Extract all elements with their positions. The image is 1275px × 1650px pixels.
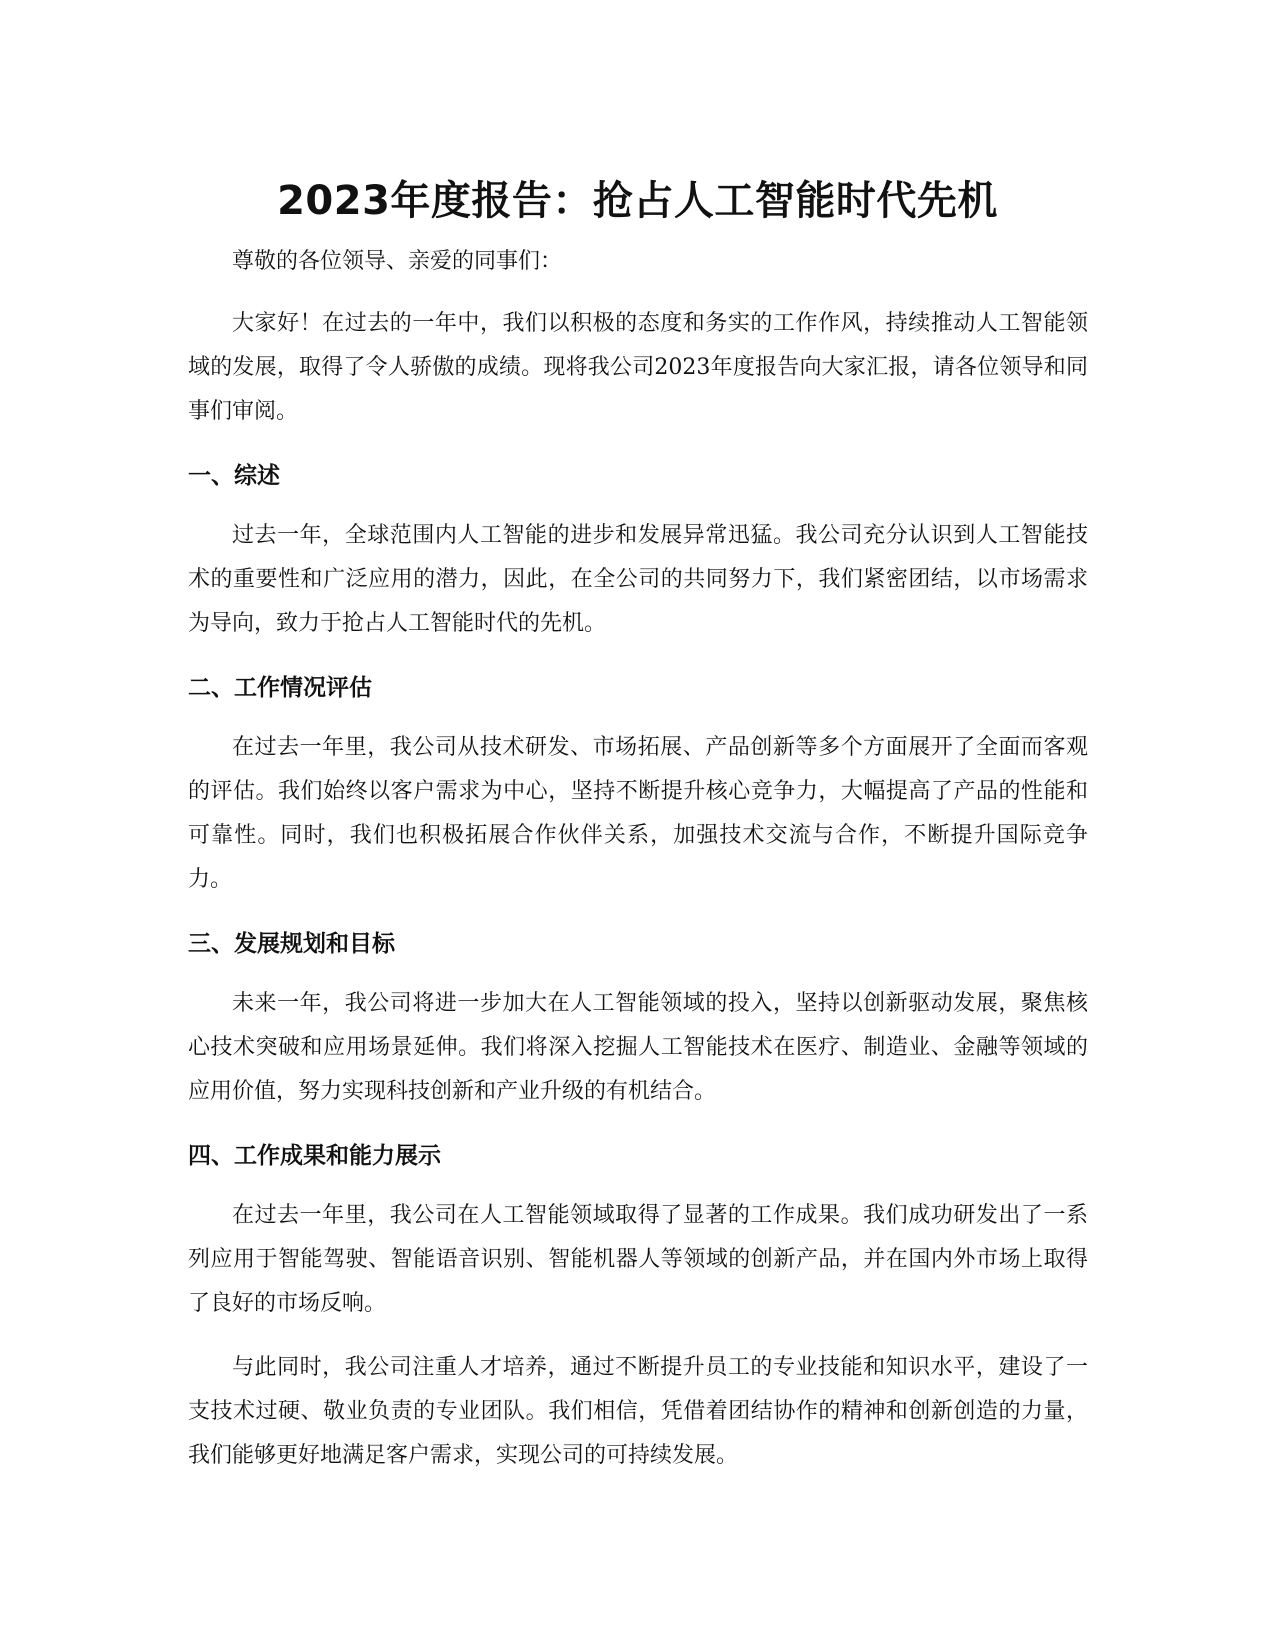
document-body xyxy=(188,240,1088,1498)
greeting-paragraph: 尊敬的各位领导、亲爱的同事们： xyxy=(232,249,563,274)
document-title: 2023年度报告：抢占人工智能时代先机 xyxy=(277,177,998,224)
section-paragraph-evaluation: 在过去一年里，我公司从技术研发、市场拓展、产品创新等多个方面展开了全面而客观的评估。我们始终以客户需求为中心，坚持不断提升核心竞争力，大幅提高了产品的性能和可靠性。同时，我们也积极拓展合作伙伴关系，加强技术交流与合作，不断提升国际竞争力。 xyxy=(188,735,1088,892)
section-paragraph-planning: 未来一年，我公司将进一步加大在人工智能领域的投入，坚持以创新驱动发展，聚焦核心技术突破和应用场景延伸。我们将深入挖掘人工智能技术在医疗、制造业、金融等领域的应用价值，努力实现科技创新和产业升级的有机结合。 xyxy=(188,991,1088,1104)
section-heading-achievements: 四、工作成果和能力展示 xyxy=(188,1143,441,1169)
section-paragraph-overview: 过去一年，全球范围内人工智能的进步和发展异常迅猛。我公司充分认识到人工智能技术的重要性和广泛应用的潜力，因此，在全公司的共同努力下，我们紧密团结，以市场需求为导向，致力于抢占人工智能时代的先机。 xyxy=(188,523,1088,636)
section-heading-overview: 一、综述 xyxy=(188,463,280,489)
section-heading-evaluation: 二、工作情况评估 xyxy=(188,675,372,701)
section-paragraph-achievements-1: 在过去一年里，我公司在人工智能领域取得了显著的工作成果。我们成功研发出了一系列应用于智能驾驶、智能语音识别、智能机器人等领域的创新产品，并在国内外市场上取得了良好的市场反响。 xyxy=(188,1203,1088,1316)
intro-paragraph: 大家好！在过去的一年中，我们以积极的态度和务实的工作作风，持续推动人工智能领域的发展，取得了令人骄傲的成绩。现将我公司2023年度报告向大家汇报，请各位领导和同事们审阅。 xyxy=(188,311,1088,424)
section-paragraph-achievements-2: 与此同时，我公司注重人才培养，通过不断提升员工的专业技能和知识水平，建设了一支技术过硬、敬业负责的专业团队。我们相信，凭借着团结协作的精神和创新创造的力量，我们能够更好地满足客户需求，实现公司的可持续发展。 xyxy=(188,1355,1088,1468)
section-heading-planning: 三、发展规划和目标 xyxy=(188,931,395,957)
